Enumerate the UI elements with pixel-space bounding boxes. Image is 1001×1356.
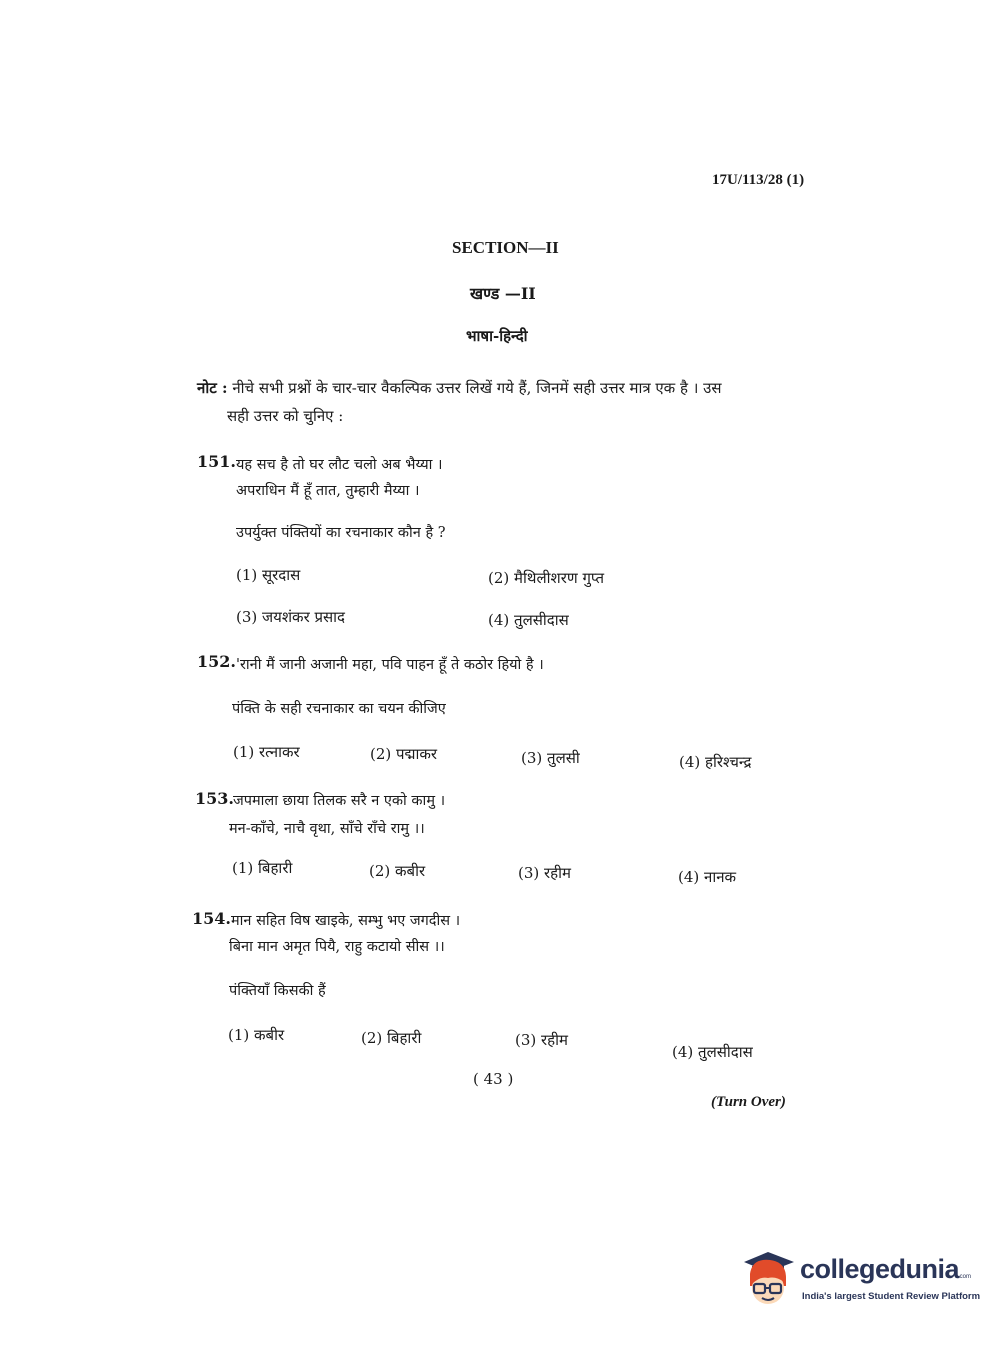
option: (4) तुलसीदास [488, 611, 569, 629]
logo-brand: collegedunia [800, 1254, 960, 1284]
question-line: 'रानी मैं जानी अजानी महा, पवि पाहन हूँ ते कठोर हियो है । [236, 657, 544, 673]
question-line: बिना मान अमृत पियै, राहु कटायो सीस ।। [229, 939, 445, 955]
option: (3) रहीम [518, 864, 571, 882]
option: (1) बिहारी [232, 859, 293, 877]
logo-tagline: India's largest Student Review Platform [802, 1291, 981, 1302]
question-number: 153. [195, 789, 234, 808]
note-line-2: सही उत्तर को चुनिए : [227, 407, 344, 425]
option: (3) रहीम [515, 1031, 568, 1049]
question-number: 151. [197, 452, 236, 471]
option: (1) सूरदास [236, 566, 301, 584]
option: (2) कबीर [369, 862, 426, 880]
option: (4) हरिश्चन्द्र [679, 753, 752, 771]
page-number: ( 43 ) [473, 1070, 514, 1088]
option: (1) रत्नाकर [233, 743, 300, 761]
language-title: भाषा-हिन्दी [466, 327, 528, 345]
option: (4) नानक [678, 868, 737, 886]
option: (4) तुलसीदास [672, 1043, 753, 1061]
note-label: नोट : [197, 379, 228, 397]
option: (2) मैथिलीशरण गुप्त [488, 569, 605, 587]
turn-over-note: (Turn Over) [711, 1094, 786, 1110]
question-prompt: पंक्तियाँ किसकी हैं [229, 983, 326, 999]
question-number: 152. [197, 652, 236, 671]
logo-suffix: .com [958, 1274, 972, 1280]
option: (2) बिहारी [361, 1029, 422, 1047]
question-prompt: उपर्युक्त पंक्तियों का रचनाकार कौन है ? [236, 525, 446, 541]
khand-title: खण्ड —II [470, 284, 536, 303]
section-title: SECTION—II [452, 238, 559, 257]
note-line-1: नीचे सभी प्रश्नों के चार-चार वैकल्पिक उत्तर लिखें गये हैं, जिनमें सही उत्तर मात्र एक है । उस [232, 379, 722, 397]
student-mascot-icon [740, 1248, 798, 1310]
instruction-note [197, 374, 812, 430]
option: (2) पद्माकर [370, 745, 438, 763]
collegedunia-logo [740, 1248, 981, 1314]
paper-code: 17U/113/28 (1) [712, 172, 805, 188]
option: (1) कबीर [228, 1026, 285, 1044]
question-line: मान सहित विष खाइके, सम्भु भए जगदीस । [231, 913, 461, 929]
question-prompt: पंक्ति के सही रचनाकार का चयन कीजिए [232, 701, 446, 717]
question-number: 154. [192, 909, 231, 928]
question-line: जपमाला छाया तिलक सरै न एको कामु । [233, 793, 446, 809]
option: (3) जयशंकर प्रसाद [236, 608, 345, 626]
question-line: यह सच है तो घर लौट चलो अब भैय्या । [236, 457, 443, 473]
question-line: अपराधिन मैं हूँ तात, तुम्हारी मैय्या । [236, 483, 420, 499]
question-line: मन-काँचे, नाचै वृथा, साँचे राँचे रामु ।। [229, 821, 425, 837]
option: (3) तुलसी [521, 749, 580, 767]
